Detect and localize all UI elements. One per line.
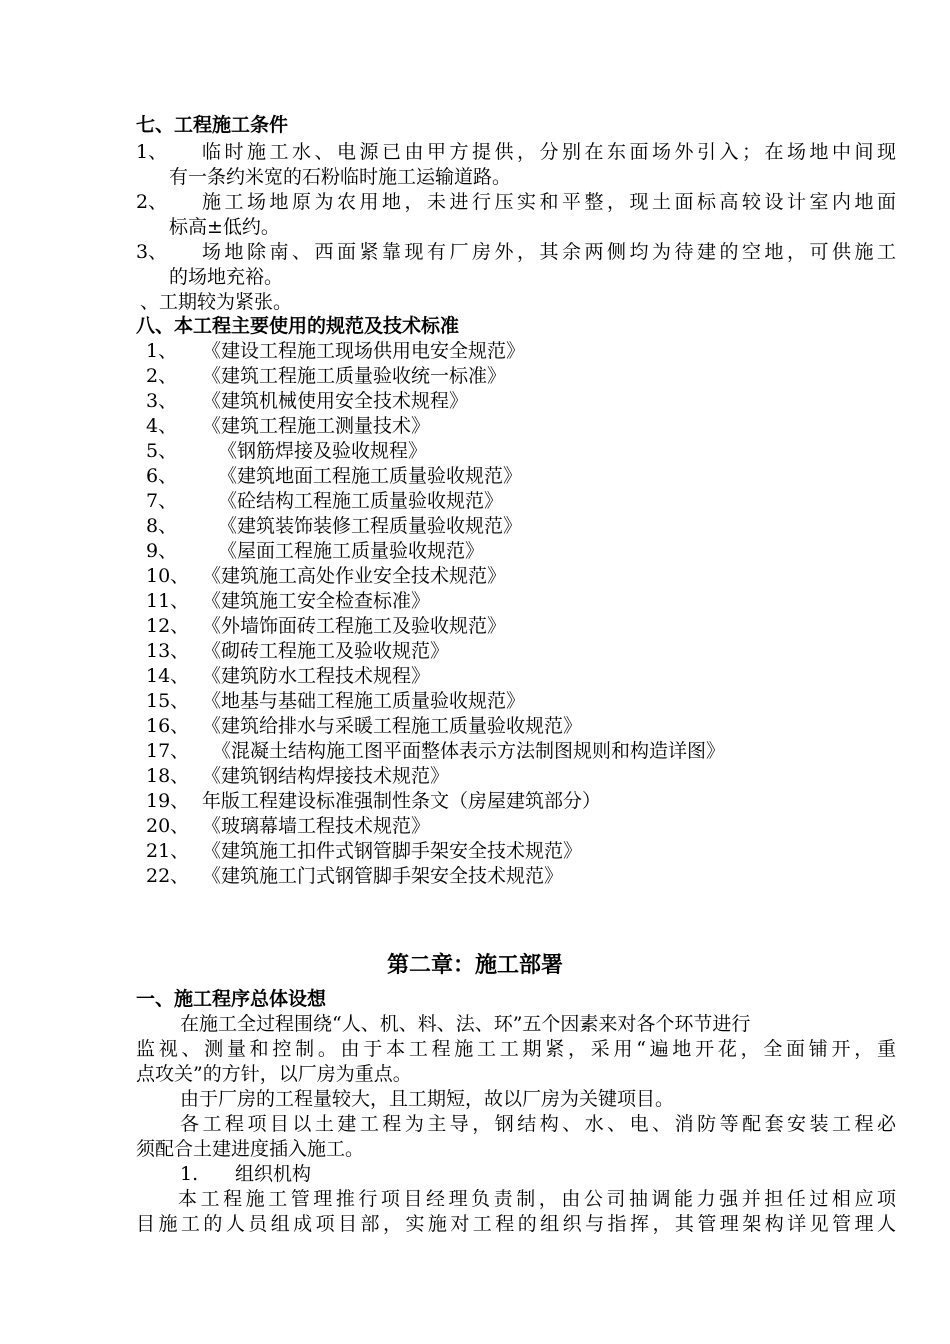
standard-item-text: 《地基与基础工程施工质量验收规范》 — [202, 690, 526, 712]
standard-item-num: 9、 — [146, 540, 178, 562]
chapter-title: 第二章：施工部署 — [386, 953, 563, 978]
standard-item-num: 12、 — [146, 615, 190, 637]
para1-line3: 点攻关”的方针，以厂房为重点。 — [136, 1063, 412, 1085]
standard-item-text: 《建筑钢结构焊接技术规范》 — [202, 765, 450, 787]
chapter2-heading: 一、施工程序总体设想 — [136, 988, 327, 1010]
standard-item-num: 15、 — [146, 690, 190, 712]
standard-item-num: 19、 — [146, 790, 190, 812]
standard-item-num: 7、 — [146, 490, 178, 512]
standard-item-num: 21、 — [146, 840, 190, 862]
para3-line1: 各工程项目以土建工程为主导，钢结构、水、电、消防等配套安装工程必 — [180, 1113, 896, 1135]
standard-item-text: 《玻璃幕墙工程技术规范》 — [202, 815, 431, 837]
standard-item-text: 《建筑施工安全检查标准》 — [202, 590, 431, 612]
standard-item-num: 1、 — [146, 340, 178, 362]
standard-item-text: 《建筑施工高处作业安全技术规范》 — [202, 565, 507, 587]
standard-item-num: 17、 — [146, 740, 190, 762]
standard-item-text: 《建筑工程施工测量技术》 — [202, 415, 431, 437]
section7-item2-line2: 标高±低约。 — [169, 216, 280, 238]
standard-item-text: 《砼结构工程施工质量验收规范》 — [218, 490, 504, 512]
section7-item2-line1: 施工场地原为农用地，未进行压实和平整，现土面标高较设计室内地面 — [202, 191, 896, 213]
subsection-title: 组织机构 — [235, 1163, 312, 1185]
para1-line2: 监视、测量和控制。由于本工程施工工期紧，采用“遍地开花，全面铺开，重 — [136, 1038, 896, 1060]
standard-item-text: 《建筑装饰装修工程质量验收规范》 — [218, 515, 523, 537]
standard-item-num: 11、 — [146, 590, 190, 612]
standard-item-text: 《建筑给排水与采暖工程施工质量验收规范》 — [202, 715, 583, 737]
standard-item-text: 《屋面工程施工质量验收规范》 — [218, 540, 485, 562]
subsection-num: 1. — [180, 1163, 199, 1185]
standard-item-text: 《建筑防水工程技术规程》 — [202, 665, 431, 687]
standard-item-num: 2、 — [146, 365, 178, 387]
standard-item-num: 22、 — [146, 865, 190, 887]
section8-heading: 八、本工程主要使用的规范及技术标准 — [136, 315, 460, 337]
standard-item-num: 6、 — [146, 465, 178, 487]
para4-line2: 目施工的人员组成项目部，实施对工程的组织与指挥，其管理架构详见管理人 — [136, 1213, 896, 1235]
standard-item-num: 8、 — [146, 515, 178, 537]
section7-item3-line2: 的场地充裕。 — [169, 266, 284, 288]
standard-item-num: 5、 — [146, 440, 178, 462]
standard-item-num: 18、 — [146, 765, 190, 787]
standard-item-text: 《钢筋焊接及验收规程》 — [218, 440, 428, 462]
standard-item-text: 《建设工程施工现场供用电安全规范》 — [202, 340, 526, 362]
para4-line1: 本工程施工管理推行项目经理负责制，由公司抽调能力强并担任过相应项 — [178, 1188, 896, 1210]
para3-line2: 须配合土建进度插入施工。 — [136, 1138, 365, 1160]
standard-item-text: 年版工程建设标准强制性条文（房屋建筑部分） — [202, 790, 602, 812]
standard-item-text: 《建筑施工扣件式钢管脚手架安全技术规范》 — [202, 840, 583, 862]
section7-item1-num: 1、 — [136, 141, 168, 163]
section7-item1-line1: 临时施工水、电源已由甲方提供，分别在东面场外引入；在场地中间现 — [202, 141, 896, 163]
standard-item-num: 4、 — [146, 415, 178, 437]
standard-item-text: 《建筑施工门式钢管脚手架安全技术规范》 — [202, 865, 564, 887]
section7-item3-line1: 场地除南、西面紧靠现有厂房外，其余两侧均为待建的空地，可供施工 — [202, 241, 896, 263]
standard-item-num: 13、 — [146, 640, 190, 662]
section7-item2-num: 2、 — [136, 191, 168, 213]
standard-item-text: 《外墙饰面砖工程施工及验收规范》 — [202, 615, 507, 637]
para1-line1: 在施工全过程围绕“人、机、料、法、环”五个因素来对各个环节进行 — [180, 1013, 751, 1035]
standard-item-num: 16、 — [146, 715, 190, 737]
standard-item-text: 《混凝土结构施工图平面整体表示方法制图规则和构造详图》 — [212, 740, 726, 762]
section7-item1-line2: 有一条约米宽的石粉临时施工运输道路。 — [169, 166, 512, 188]
standard-item-num: 14、 — [146, 665, 190, 687]
standard-item-text: 《建筑工程施工质量验收统一标准》 — [202, 365, 507, 387]
standard-item-text: 《建筑地面工程施工质量验收规范》 — [218, 465, 523, 487]
standard-item-num: 20、 — [146, 815, 190, 837]
standard-item-text: 《建筑机械使用安全技术规程》 — [202, 390, 469, 412]
section7-item3-num: 3、 — [136, 241, 168, 263]
standard-item-num: 3、 — [146, 390, 178, 412]
standard-item-num: 10、 — [146, 565, 190, 587]
para2: 由于厂房的工程量较大，且工期短，故以厂房为关键项目。 — [180, 1088, 675, 1110]
section7-last-item: 、工期较为紧张。 — [140, 291, 293, 313]
section7-heading: 七、工程施工条件 — [136, 114, 289, 136]
standard-item-text: 《砌砖工程施工及验收规范》 — [202, 640, 450, 662]
